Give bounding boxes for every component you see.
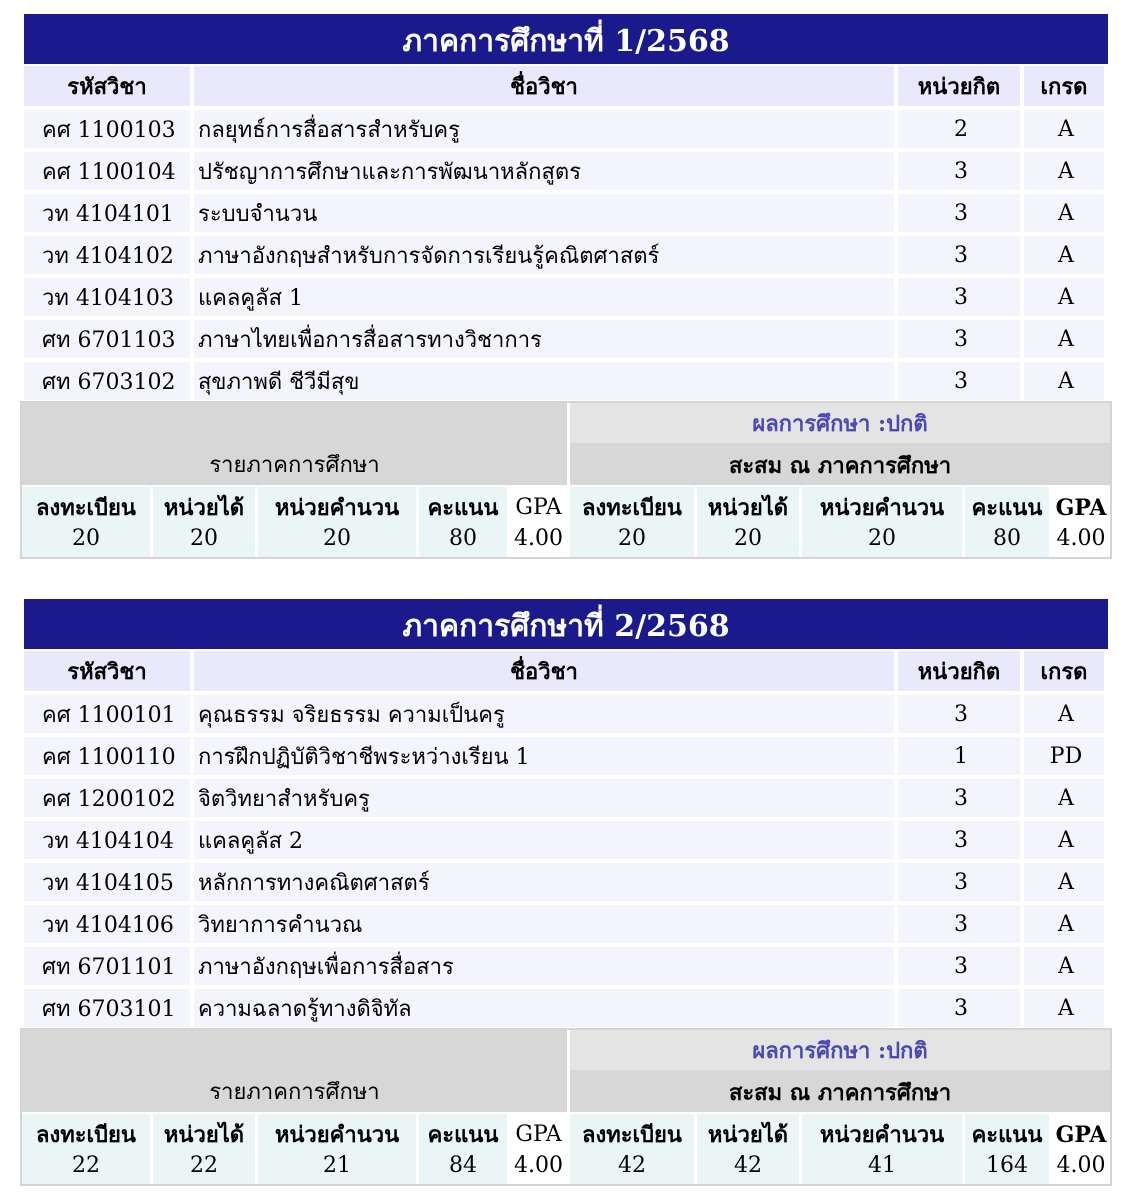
- term-calculated-value: 20: [323, 526, 351, 551]
- cumulative-earned-value: 42: [734, 1153, 762, 1178]
- header-credit: หน่วยกิต: [898, 66, 1024, 110]
- course-grade: A: [1024, 236, 1108, 278]
- term-earned: [153, 1114, 255, 1184]
- table-row: [24, 989, 1108, 1031]
- term-points: [419, 1114, 507, 1184]
- course-code: คศ 1200102: [24, 779, 194, 821]
- course-code: คศ 1100110: [24, 737, 194, 779]
- course-grade: A: [1024, 947, 1108, 989]
- course-name: สุขภาพดี ชีวีมีสุข: [194, 362, 898, 404]
- course-grade: A: [1024, 278, 1108, 320]
- cumulative-calculated-value: 41: [868, 1153, 896, 1178]
- course-grade: A: [1024, 320, 1108, 362]
- semester-title: ภาคการศึกษาที่ 1/2568: [24, 14, 1108, 64]
- table-row: [24, 863, 1108, 905]
- course-name: ระบบจำนวน: [194, 194, 898, 236]
- cumulative-summary-label: สะสม ณ ภาคการศึกษา: [728, 453, 952, 479]
- course-table: [24, 651, 1108, 1031]
- course-code: คศ 1100101: [24, 695, 194, 737]
- course-grade: A: [1024, 362, 1108, 404]
- course-code: คศ 1100103: [24, 110, 194, 152]
- term-earned-value: 20: [190, 526, 218, 551]
- course-credit: 3: [898, 236, 1024, 278]
- term-summary-label: รายภาคการศึกษา: [209, 453, 380, 478]
- cumulative-points: [965, 487, 1049, 557]
- cumulative-earned-label: หน่วยได้: [707, 495, 789, 521]
- cumulative-earned: [697, 487, 799, 557]
- term-registered: [22, 487, 150, 557]
- cumulative-registered-value: 20: [618, 526, 646, 551]
- cumulative-calculated: [802, 1114, 962, 1184]
- course-credit: 3: [898, 947, 1024, 989]
- course-code: ศท 6701103: [24, 320, 194, 362]
- course-credit: 3: [898, 152, 1024, 194]
- course-grade: A: [1024, 695, 1108, 737]
- course-code: วท 4104104: [24, 821, 194, 863]
- cumulative-gpa-label: GPA: [1055, 495, 1107, 521]
- status-label: ผลการศึกษา :ปกติ: [570, 1030, 1110, 1070]
- term-calculated-label: หน่วยคำนวน: [274, 1122, 400, 1148]
- cumulative-earned: [697, 1114, 799, 1184]
- course-code: ศท 6701101: [24, 947, 194, 989]
- course-grade: A: [1024, 194, 1108, 236]
- course-name: ภาษาอังกฤษเพื่อการสื่อสาร: [194, 947, 898, 989]
- course-credit: 3: [898, 989, 1024, 1031]
- table-header-row: [24, 651, 1108, 695]
- cumulative-registered-value: 42: [618, 1153, 646, 1178]
- term-points-label: คะแนน: [427, 1122, 499, 1148]
- course-credit: 1: [898, 737, 1024, 779]
- course-code: วท 4104101: [24, 194, 194, 236]
- cumulative-registered: [570, 487, 694, 557]
- course-code: วท 4104105: [24, 863, 194, 905]
- term-gpa-value: 4.00: [514, 1153, 563, 1178]
- cumulative-earned-label: หน่วยได้: [707, 1122, 789, 1148]
- cumulative-points-label: คะแนน: [971, 495, 1043, 521]
- cumulative-calculated-label: หน่วยคำนวน: [819, 1122, 945, 1148]
- term-calculated-label: หน่วยคำนวน: [274, 495, 400, 521]
- cumulative-gpa-label: GPA: [1055, 1122, 1107, 1148]
- course-credit: 3: [898, 362, 1024, 404]
- course-code: คศ 1100104: [24, 152, 194, 194]
- term-calculated-value: 21: [323, 1153, 351, 1178]
- course-credit: 3: [898, 821, 1024, 863]
- cumulative-earned-value: 20: [734, 526, 762, 551]
- course-name: แคลคูลัส 2: [194, 821, 898, 863]
- term-points-value: 80: [449, 526, 477, 551]
- course-credit: 3: [898, 863, 1024, 905]
- cumulative-gpa-value: 4.00: [1056, 1153, 1106, 1178]
- course-credit: 3: [898, 194, 1024, 236]
- course-name: จิตวิทยาสำหรับครู: [194, 779, 898, 821]
- term-earned-label: หน่วยได้: [163, 1122, 245, 1148]
- course-credit: 2: [898, 110, 1024, 152]
- cumulative-gpa-value: 4.00: [1056, 526, 1106, 551]
- course-credit: 3: [898, 320, 1024, 362]
- course-grade: A: [1024, 863, 1108, 905]
- course-name: การฝึกปฏิบัติวิชาชีพระหว่างเรียน 1: [194, 737, 898, 779]
- term-registered-value: 22: [72, 1153, 100, 1178]
- course-name: คุณธรรม จริยธรรม ความเป็นครู: [194, 695, 898, 737]
- course-code: วท 4104106: [24, 905, 194, 947]
- course-grade: A: [1024, 152, 1108, 194]
- course-code: ศท 6703102: [24, 362, 194, 404]
- semester-title: ภาคการศึกษาที่ 2/2568: [24, 599, 1108, 649]
- course-grade: PD: [1024, 737, 1108, 779]
- table-row: [24, 110, 1108, 152]
- header-name: ชื่อวิชา: [194, 66, 898, 110]
- term-registered-label: ลงทะเบียน: [36, 1122, 136, 1148]
- course-code: ศท 6703101: [24, 989, 194, 1031]
- course-grade: A: [1024, 821, 1108, 863]
- header-credit: หน่วยกิต: [898, 651, 1024, 695]
- table-row: [24, 236, 1108, 278]
- status-label: ผลการศึกษา :ปกติ: [570, 403, 1110, 443]
- course-name: ภาษาอังกฤษสำหรับการจัดการเรียนรู้คณิตศาสตร์: [194, 236, 898, 278]
- course-table: [24, 66, 1108, 404]
- course-grade: A: [1024, 989, 1108, 1031]
- table-row: [24, 737, 1108, 779]
- term-summary-label: รายภาคการศึกษา: [209, 1080, 380, 1105]
- course-credit: 3: [898, 695, 1024, 737]
- header-grade: เกรด: [1024, 651, 1108, 695]
- cumulative-calculated-label: หน่วยคำนวน: [819, 495, 945, 521]
- cumulative-registered: [570, 1114, 694, 1184]
- term-gpa-label: GPA: [515, 495, 562, 520]
- cumulative-registered-label: ลงทะเบียน: [582, 495, 682, 521]
- table-row: [24, 695, 1108, 737]
- semester-summary: [20, 401, 1112, 559]
- course-grade: A: [1024, 110, 1108, 152]
- cumulative-summary-label: สะสม ณ ภาคการศึกษา: [728, 1080, 952, 1106]
- cumulative-gpa: [1052, 1114, 1110, 1184]
- cumulative-points-value: 80: [993, 526, 1021, 551]
- course-code: วท 4104103: [24, 278, 194, 320]
- course-name: กลยุทธ์การสื่อสารสำหรับครู: [194, 110, 898, 152]
- course-credit: 3: [898, 905, 1024, 947]
- course-code: วท 4104102: [24, 236, 194, 278]
- course-credit: 3: [898, 779, 1024, 821]
- course-credit: 3: [898, 278, 1024, 320]
- table-row: [24, 362, 1108, 404]
- term-points: [419, 487, 507, 557]
- cumulative-gpa: [1052, 487, 1110, 557]
- table-row: [24, 821, 1108, 863]
- term-registered-label: ลงทะเบียน: [36, 495, 136, 521]
- term-gpa-value: 4.00: [514, 526, 563, 551]
- cumulative-calculated: [802, 487, 962, 557]
- table-row: [24, 194, 1108, 236]
- table-header-row: [24, 66, 1108, 110]
- cumulative-registered-label: ลงทะเบียน: [582, 1122, 682, 1148]
- header-code: รหัสวิชา: [24, 651, 194, 695]
- cumulative-points: [965, 1114, 1049, 1184]
- table-row: [24, 779, 1108, 821]
- term-calculated: [258, 1114, 416, 1184]
- term-earned-label: หน่วยได้: [163, 495, 245, 521]
- course-name: แคลคูลัส 1: [194, 278, 898, 320]
- course-name: ความฉลาดรู้ทางดิจิทัล: [194, 989, 898, 1031]
- header-grade: เกรด: [1024, 66, 1108, 110]
- header-code: รหัสวิชา: [24, 66, 194, 110]
- course-name: วิทยาการคำนวณ: [194, 905, 898, 947]
- cumulative-points-value: 164: [986, 1153, 1028, 1178]
- term-earned: [153, 487, 255, 557]
- cumulative-points-label: คะแนน: [971, 1122, 1043, 1148]
- table-row: [24, 947, 1108, 989]
- semester-summary: [20, 1028, 1112, 1186]
- term-points-value: 84: [449, 1153, 477, 1178]
- term-registered: [22, 1114, 150, 1184]
- term-gpa-label: GPA: [515, 1122, 562, 1147]
- term-points-label: คะแนน: [427, 495, 499, 521]
- term-gpa: [510, 1114, 567, 1184]
- header-name: ชื่อวิชา: [194, 651, 898, 695]
- course-grade: A: [1024, 905, 1108, 947]
- table-row: [24, 320, 1108, 362]
- course-name: ภาษาไทยเพื่อการสื่อสารทางวิชาการ: [194, 320, 898, 362]
- course-grade: A: [1024, 779, 1108, 821]
- term-gpa: [510, 487, 567, 557]
- table-row: [24, 278, 1108, 320]
- term-calculated: [258, 487, 416, 557]
- course-name: หลักการทางคณิตศาสตร์: [194, 863, 898, 905]
- cumulative-calculated-value: 20: [868, 526, 896, 551]
- table-row: [24, 152, 1108, 194]
- course-name: ปรัชญาการศึกษาและการพัฒนาหลักสูตร: [194, 152, 898, 194]
- table-row: [24, 905, 1108, 947]
- term-registered-value: 20: [72, 526, 100, 551]
- term-earned-value: 22: [190, 1153, 218, 1178]
